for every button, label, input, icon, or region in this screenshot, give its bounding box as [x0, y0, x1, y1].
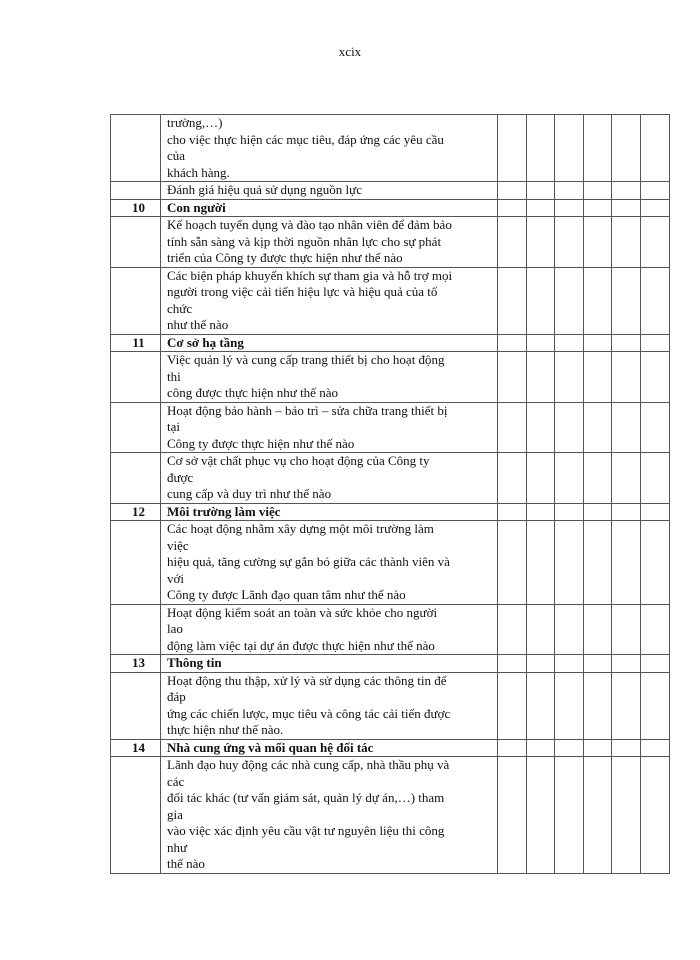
score-cell[interactable] — [526, 503, 555, 521]
criterion-line: thi — [167, 368, 181, 384]
section-row — [111, 199, 670, 217]
criterion-line: thực hiện như thế nào. — [167, 722, 284, 737]
score-cell[interactable] — [583, 503, 612, 521]
criterion-line: việc — [167, 537, 189, 553]
score-cell[interactable] — [526, 199, 555, 217]
criterion-text — [161, 672, 498, 739]
score-cell[interactable] — [583, 115, 612, 182]
score-cell[interactable] — [526, 521, 555, 605]
score-cell[interactable] — [640, 115, 669, 182]
score-cell[interactable] — [555, 199, 584, 217]
score-cell[interactable] — [583, 453, 612, 504]
score-cell[interactable] — [612, 352, 641, 403]
score-cell[interactable] — [526, 217, 555, 268]
score-cell[interactable] — [640, 672, 669, 739]
score-cell[interactable] — [555, 182, 584, 200]
score-cell[interactable] — [498, 267, 527, 334]
score-cell[interactable] — [612, 672, 641, 739]
criterion-text — [161, 115, 498, 182]
score-cell[interactable] — [640, 655, 669, 673]
score-cell[interactable] — [640, 453, 669, 504]
score-cell[interactable] — [498, 199, 527, 217]
criterion-line: Công ty được Lãnh đạo quan tâm như thế nào — [167, 587, 406, 602]
page-number: xcix — [338, 44, 362, 59]
score-cell[interactable] — [583, 402, 612, 453]
score-cell[interactable] — [612, 199, 641, 217]
score-cell[interactable] — [526, 182, 555, 200]
score-cell[interactable] — [612, 604, 641, 655]
score-cell[interactable] — [640, 757, 669, 874]
score-cell[interactable] — [526, 267, 555, 334]
score-cell[interactable] — [640, 182, 669, 200]
score-cell[interactable] — [498, 402, 527, 453]
criterion-line: khách hàng. — [167, 164, 230, 180]
criterion-text — [161, 453, 498, 504]
criterion-line: Hoạt động thu thập, xử lý và sử dụng các thông tin để — [167, 672, 447, 688]
score-cell[interactable] — [583, 217, 612, 268]
criterion-line: các — [167, 773, 185, 789]
score-cell[interactable] — [526, 115, 555, 182]
criterion-line: Lãnh đạo huy động các nhà cung cấp, nhà thầu phụ và — [167, 757, 450, 772]
criterion-line: như thế nào — [167, 317, 229, 332]
criterion-text — [161, 217, 498, 268]
section-row — [111, 739, 670, 757]
score-cell[interactable] — [555, 402, 584, 453]
score-cell[interactable] — [555, 503, 584, 521]
score-cell[interactable] — [640, 402, 669, 453]
criterion-text — [161, 402, 498, 453]
score-cell[interactable] — [555, 521, 584, 605]
section-row — [111, 334, 670, 352]
score-cell[interactable] — [498, 453, 527, 504]
criterion-text — [161, 267, 498, 334]
section-title: Cơ sở hạ tầng — [161, 334, 498, 352]
score-cell[interactable] — [555, 115, 584, 182]
criterion-line: của — [167, 148, 186, 163]
section-row — [111, 503, 670, 521]
row-number-cell — [111, 453, 161, 504]
criterion-line: ứng các chiến lược, mục tiêu và công tác cải tiến được — [167, 705, 451, 721]
criterion-line: đối tác khác (tư vấn giám sát, quản lý dự án,…) tham — [167, 790, 445, 805]
score-cell[interactable] — [583, 267, 612, 334]
score-cell[interactable] — [498, 655, 527, 673]
score-cell[interactable] — [498, 521, 527, 605]
score-cell[interactable] — [583, 521, 612, 605]
score-cell[interactable] — [498, 672, 527, 739]
score-cell[interactable] — [583, 655, 612, 673]
row-number-cell: 14 — [111, 739, 161, 757]
score-cell[interactable] — [526, 453, 555, 504]
score-cell[interactable] — [612, 655, 641, 673]
criterion-line: tại — [167, 419, 180, 434]
criterion-line: thế nào — [167, 856, 205, 871]
table-row — [111, 182, 670, 200]
criterion-line: như — [167, 839, 188, 855]
criterion-line: động làm việc tại dự án được thực hiện như thế nào — [167, 637, 435, 653]
score-cell[interactable] — [640, 334, 669, 352]
score-cell[interactable] — [555, 267, 584, 334]
section-title: Thông tin — [161, 655, 498, 673]
score-cell[interactable] — [498, 182, 527, 200]
score-cell[interactable] — [583, 757, 612, 874]
score-cell[interactable] — [526, 739, 555, 757]
score-cell[interactable] — [555, 739, 584, 757]
criterion-line: công được thực hiện như thế nào — [167, 385, 338, 400]
score-cell[interactable] — [612, 115, 641, 182]
score-cell[interactable] — [583, 739, 612, 757]
score-cell[interactable] — [555, 453, 584, 504]
row-number-cell — [111, 115, 161, 182]
score-cell[interactable] — [526, 757, 555, 874]
table-row — [111, 604, 670, 655]
score-cell[interactable] — [583, 604, 612, 655]
row-number-cell — [111, 521, 161, 605]
criterion-line: với — [167, 570, 184, 586]
score-cell[interactable] — [498, 739, 527, 757]
criterion-line: Đánh giá hiệu quả sử dụng nguồn lực — [167, 182, 362, 197]
criterion-line: lao — [167, 621, 183, 636]
criterion-text — [161, 182, 498, 200]
criterion-line: hiệu quả, tăng cường sự gắn bó giữa các thành viên và — [167, 554, 450, 569]
score-cell[interactable] — [640, 199, 669, 217]
row-number-cell: 13 — [111, 655, 161, 673]
score-cell[interactable] — [555, 334, 584, 352]
section-row — [111, 655, 670, 673]
score-cell[interactable] — [640, 604, 669, 655]
score-cell[interactable] — [555, 757, 584, 874]
score-cell[interactable] — [640, 352, 669, 403]
section-title: Con người — [161, 199, 498, 217]
score-cell[interactable] — [612, 217, 641, 268]
criterion-line: Hoạt động bảo hành – bảo trì – sửa chữa trang thiết bị — [167, 402, 448, 418]
score-cell[interactable] — [498, 503, 527, 521]
table-row — [111, 217, 670, 268]
score-cell[interactable] — [612, 402, 641, 453]
score-cell[interactable] — [640, 739, 669, 757]
criterion-line: trường,…) — [167, 115, 223, 130]
score-cell[interactable] — [555, 672, 584, 739]
criterion-text — [161, 352, 498, 403]
score-cell[interactable] — [583, 352, 612, 403]
score-cell[interactable] — [555, 655, 584, 673]
score-cell[interactable] — [612, 739, 641, 757]
row-number-cell — [111, 352, 161, 403]
row-number-cell: 10 — [111, 199, 161, 217]
score-cell[interactable] — [640, 267, 669, 334]
score-cell[interactable] — [498, 352, 527, 403]
score-cell[interactable] — [526, 655, 555, 673]
table-body — [111, 115, 670, 874]
criterion-line: Việc quản lý và cung cấp trang thiết bị cho hoạt động — [167, 352, 445, 367]
score-cell[interactable] — [640, 503, 669, 521]
score-cell[interactable] — [612, 757, 641, 874]
criterion-line: cung cấp và duy trì như thế nào — [167, 486, 332, 501]
assessment-table — [110, 114, 670, 874]
criterion-line: Công ty được thực hiện như thế nào — [167, 435, 355, 451]
score-cell[interactable] — [498, 217, 527, 268]
section-title: Nhà cung ứng và mối quan hệ đối tác — [161, 739, 498, 757]
section-title: Môi trường làm việc — [161, 503, 498, 521]
score-cell[interactable] — [612, 453, 641, 504]
score-cell[interactable] — [498, 115, 527, 182]
row-number-cell — [111, 672, 161, 739]
row-number-cell: 12 — [111, 503, 161, 521]
criterion-text — [161, 604, 498, 655]
criterion-text — [161, 521, 498, 605]
criterion-line: đáp — [167, 689, 186, 704]
criterion-line: Các biện pháp khuyến khích sự tham gia và hỗ trợ mọi — [167, 267, 453, 283]
criterion-line: được — [167, 469, 194, 485]
table-row — [111, 672, 670, 739]
score-cell[interactable] — [583, 182, 612, 200]
criterion-line: Kế hoạch tuyển dụng và đào tạo nhân viên để đảm bảo — [167, 217, 452, 232]
criterion-line: Hoạt động kiểm soát an toàn và sức khỏe cho người — [167, 604, 438, 620]
score-cell[interactable] — [612, 267, 641, 334]
table-row — [111, 453, 670, 504]
score-cell[interactable] — [612, 182, 641, 200]
criterion-line: triển của Công ty được thực hiện như thế nào — [167, 250, 403, 265]
row-number-cell — [111, 182, 161, 200]
score-cell[interactable] — [640, 521, 669, 605]
row-number-cell — [111, 217, 161, 268]
score-cell[interactable] — [583, 672, 612, 739]
criterion-line: vào việc xác định yêu cầu vật tư nguyên liệu thi công — [167, 823, 445, 838]
score-cell[interactable] — [526, 334, 555, 352]
criterion-text — [161, 757, 498, 874]
row-number-cell — [111, 402, 161, 453]
score-cell[interactable] — [498, 334, 527, 352]
row-number-cell — [111, 604, 161, 655]
score-cell[interactable] — [498, 757, 527, 874]
criterion-line: cho việc thực hiện các mục tiêu, đáp ứng các yêu cầu — [167, 131, 444, 147]
score-cell[interactable] — [555, 352, 584, 403]
criterion-line: Cơ sở vật chất phục vụ cho hoạt động của Công ty — [167, 453, 430, 468]
score-cell[interactable] — [555, 217, 584, 268]
criterion-line: người trong việc cải tiến hiệu lực và hiệu quả của tổ — [167, 284, 438, 299]
row-number-cell — [111, 267, 161, 334]
table-row — [111, 757, 670, 874]
table-row — [111, 115, 670, 182]
score-cell[interactable] — [612, 334, 641, 352]
criterion-line: chức — [167, 300, 193, 316]
table-row — [111, 267, 670, 334]
score-cell[interactable] — [555, 604, 584, 655]
criterion-line: gia — [167, 806, 183, 822]
score-cell[interactable] — [640, 217, 669, 268]
score-cell[interactable] — [612, 521, 641, 605]
score-cell[interactable] — [583, 199, 612, 217]
table-row — [111, 402, 670, 453]
score-cell[interactable] — [612, 503, 641, 521]
score-cell[interactable] — [526, 604, 555, 655]
row-number-cell — [111, 757, 161, 874]
criterion-line: tính sẵn sàng và kịp thời nguồn nhân lực cho sự phát — [167, 233, 442, 249]
row-number-cell: 11 — [111, 334, 161, 352]
score-cell[interactable] — [526, 402, 555, 453]
criterion-line: Các hoạt động nhằm xây dựng một môi trường làm — [167, 521, 434, 536]
score-cell[interactable] — [526, 672, 555, 739]
score-cell[interactable] — [583, 334, 612, 352]
table-row — [111, 521, 670, 605]
score-cell[interactable] — [526, 352, 555, 403]
table-row — [111, 352, 670, 403]
score-cell[interactable] — [498, 604, 527, 655]
